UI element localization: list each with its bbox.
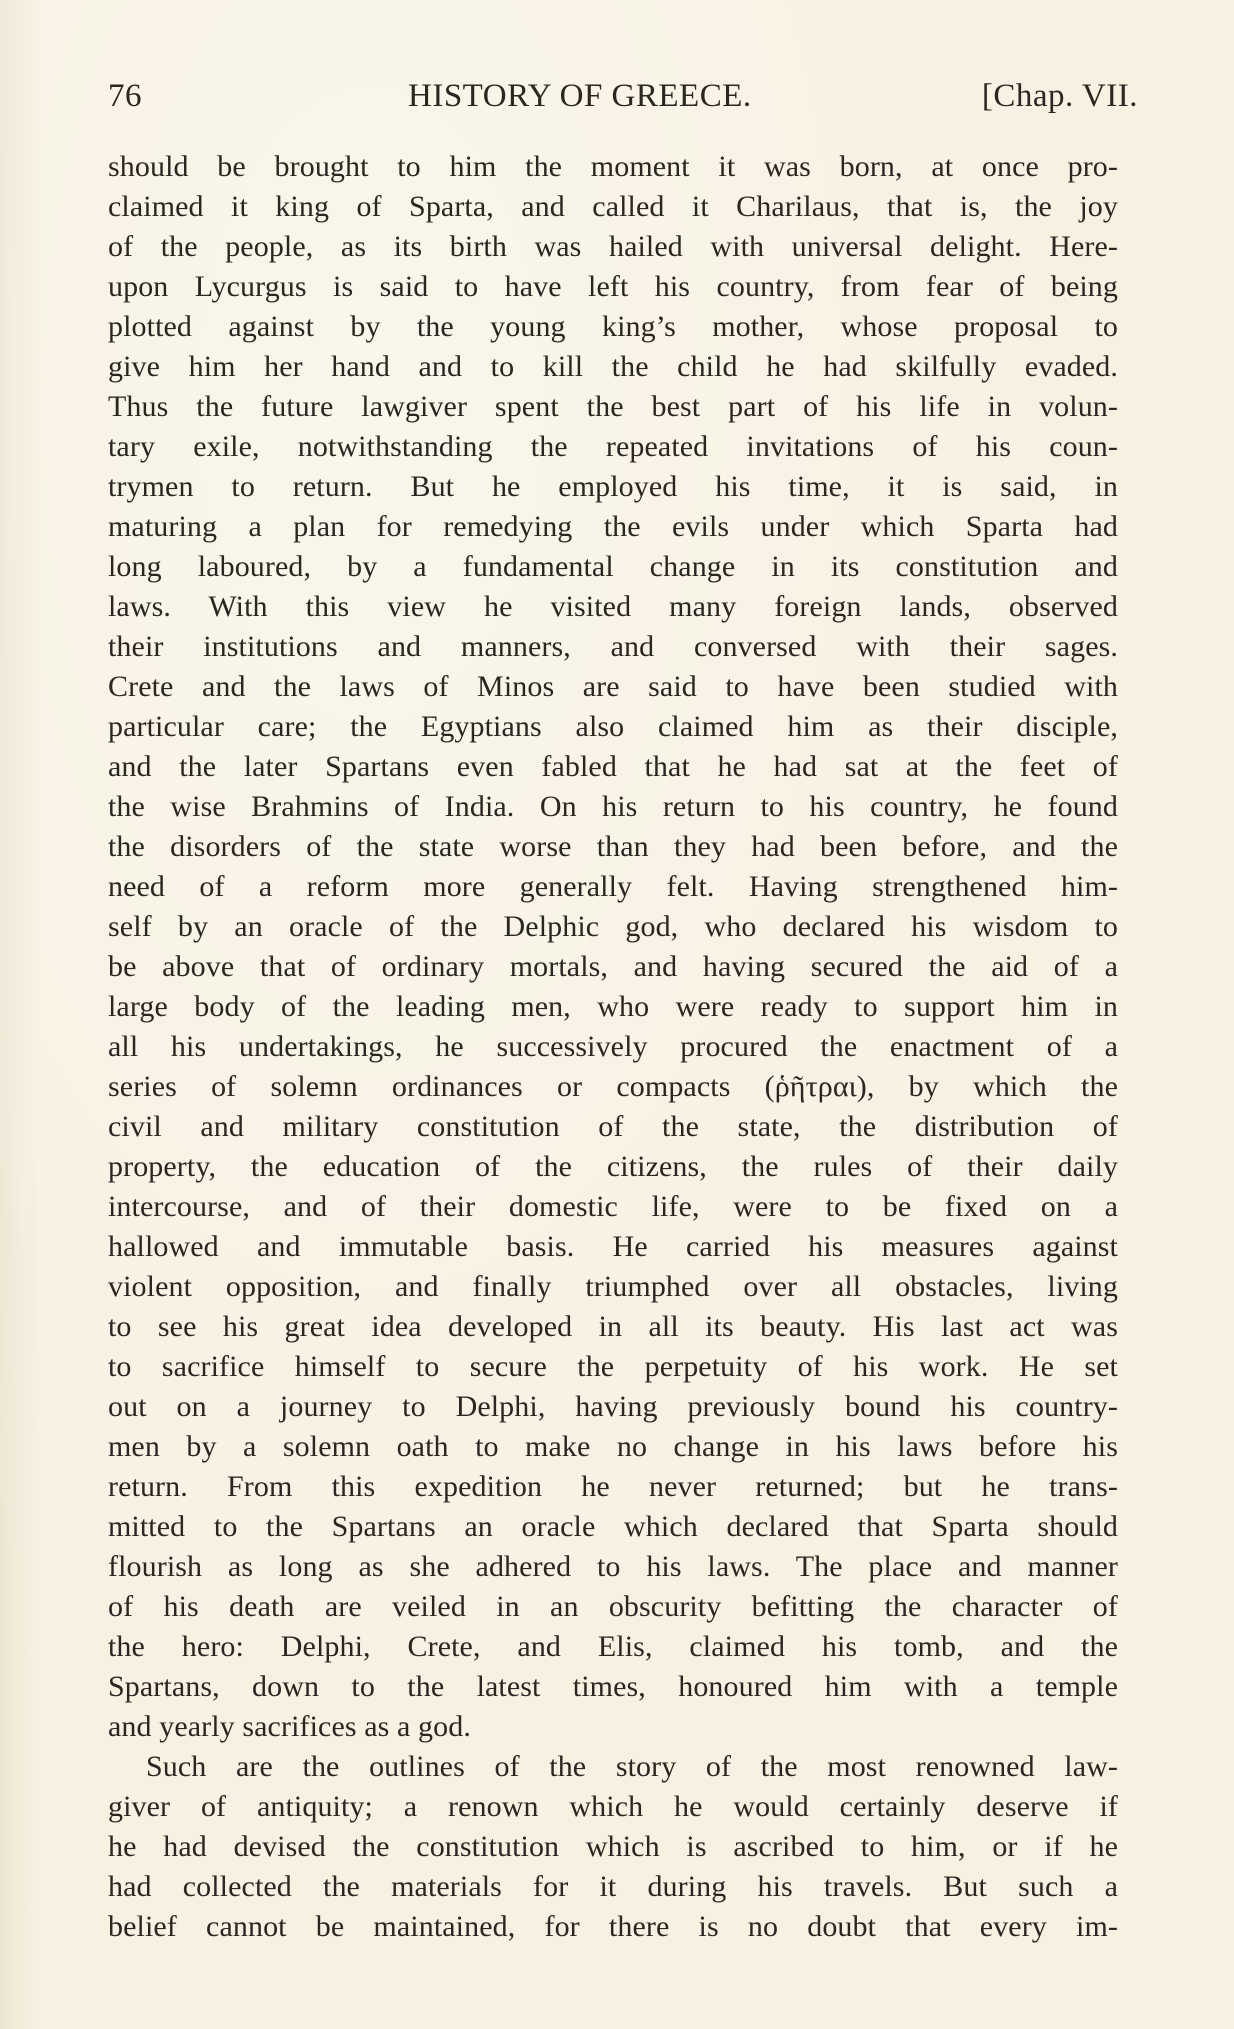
text-line: Crete and the laws of Minos are said to have been studied with: [108, 670, 1118, 703]
text-line: trymen to return. But he employed his time, it is said, in: [108, 470, 1118, 503]
text-line: tary exile, notwithstanding the repeated invitations of his coun-: [108, 430, 1118, 463]
text-line: mitted to the Spartans an oracle which declared that Sparta should: [108, 1510, 1118, 1543]
text-line: to sacrifice himself to secure the perpetuity of his work. He set: [108, 1350, 1118, 1383]
text-line: should be brought to him the moment it was born, at once pro-: [108, 150, 1118, 183]
text-line: give him her hand and to kill the child he had skilfully evaded.: [108, 350, 1118, 383]
text-line: hallowed and immutable basis. He carried his measures against: [108, 1230, 1118, 1263]
body-text: [108, 147, 1118, 1947]
text-line: Thus the future lawgiver spent the best part of his life in volun-: [108, 390, 1118, 423]
text-line: all his undertakings, he successively procured the enactment of a: [108, 1030, 1118, 1063]
text-line: need of a reform more generally felt. Having strengthened him-: [108, 870, 1118, 903]
text-line: long laboured, by a fundamental change in its constitution and: [108, 550, 1118, 583]
book-title: HISTORY OF GREECE.: [408, 78, 752, 114]
text-line: flourish as long as she adhered to his laws. The place and manner: [108, 1550, 1118, 1583]
text-line: maturing a plan for remedying the evils under which Sparta had: [108, 510, 1118, 543]
text-line: upon Lycurgus is said to have left his country, from fear of being: [108, 270, 1118, 303]
text-line: had collected the materials for it during his travels. But such a: [108, 1870, 1118, 1903]
text-line: belief cannot be maintained, for there is no doubt that every im-: [108, 1910, 1118, 1943]
page-number: 76: [108, 78, 142, 114]
text-line: to see his great idea developed in all its beauty. His last act was: [108, 1310, 1118, 1343]
text-line: of his death are veiled in an obscurity befitting the character of: [108, 1590, 1118, 1623]
text-line: self by an oracle of the Delphic god, who declared his wisdom to: [108, 910, 1118, 943]
text-line: civil and military constitution of the state, the distribution of: [108, 1110, 1118, 1143]
text-line: he had devised the constitution which is ascribed to him, or if he: [108, 1830, 1118, 1863]
text-line: the disorders of the state worse than they had been before, and the: [108, 830, 1118, 863]
text-line: giver of antiquity; a renown which he would certainly deserve if: [108, 1790, 1118, 1823]
text-line: of the people, as its birth was hailed with universal delight. Here-: [108, 230, 1118, 263]
text-line: the hero: Delphi, Crete, and Elis, claimed his tomb, and the: [108, 1630, 1118, 1663]
text-line: property, the education of the citizens, the rules of their daily: [108, 1150, 1118, 1183]
text-line: large body of the leading men, who were ready to support him in: [108, 990, 1118, 1023]
text-line: particular care; the Egyptians also claimed him as their disciple,: [108, 710, 1118, 743]
text-line: men by a solemn oath to make no change in his laws before his: [108, 1430, 1118, 1463]
paragraph-end-line: and yearly sacrifices as a god.: [108, 1710, 471, 1743]
paragraph-start-line: Such are the outlines of the story of the most renowned law-: [146, 1750, 1118, 1783]
running-head: [108, 78, 1138, 124]
text-line: return. From this expedition he never returned; but he trans-: [108, 1470, 1118, 1503]
text-line: intercourse, and of their domestic life, were to be fixed on a: [108, 1190, 1118, 1223]
text-line: be above that of ordinary mortals, and having secured the aid of a: [108, 950, 1118, 983]
text-line: Spartans, down to the latest times, honoured him with a temple: [108, 1670, 1118, 1703]
text-line: their institutions and manners, and conversed with their sages.: [108, 630, 1118, 663]
text-line: violent opposition, and finally triumphed over all obstacles, living: [108, 1270, 1118, 1303]
text-line: and the later Spartans even fabled that he had sat at the feet of: [108, 750, 1118, 783]
chapter-reference: [Chap. VII.: [981, 78, 1138, 114]
text-line: the wise Brahmins of India. On his return to his country, he found: [108, 790, 1118, 823]
text-line: series of solemn ordinances or compacts (ῥῆτραι), by which the: [108, 1070, 1118, 1103]
text-line: plotted against by the young king’s mother, whose proposal to: [108, 310, 1118, 343]
text-line: claimed it king of Sparta, and called it Charilaus, that is, the joy: [108, 190, 1118, 223]
text-line: laws. With this view he visited many foreign lands, observed: [108, 590, 1118, 623]
text-line: out on a journey to Delphi, having previously bound his country-: [108, 1390, 1118, 1423]
